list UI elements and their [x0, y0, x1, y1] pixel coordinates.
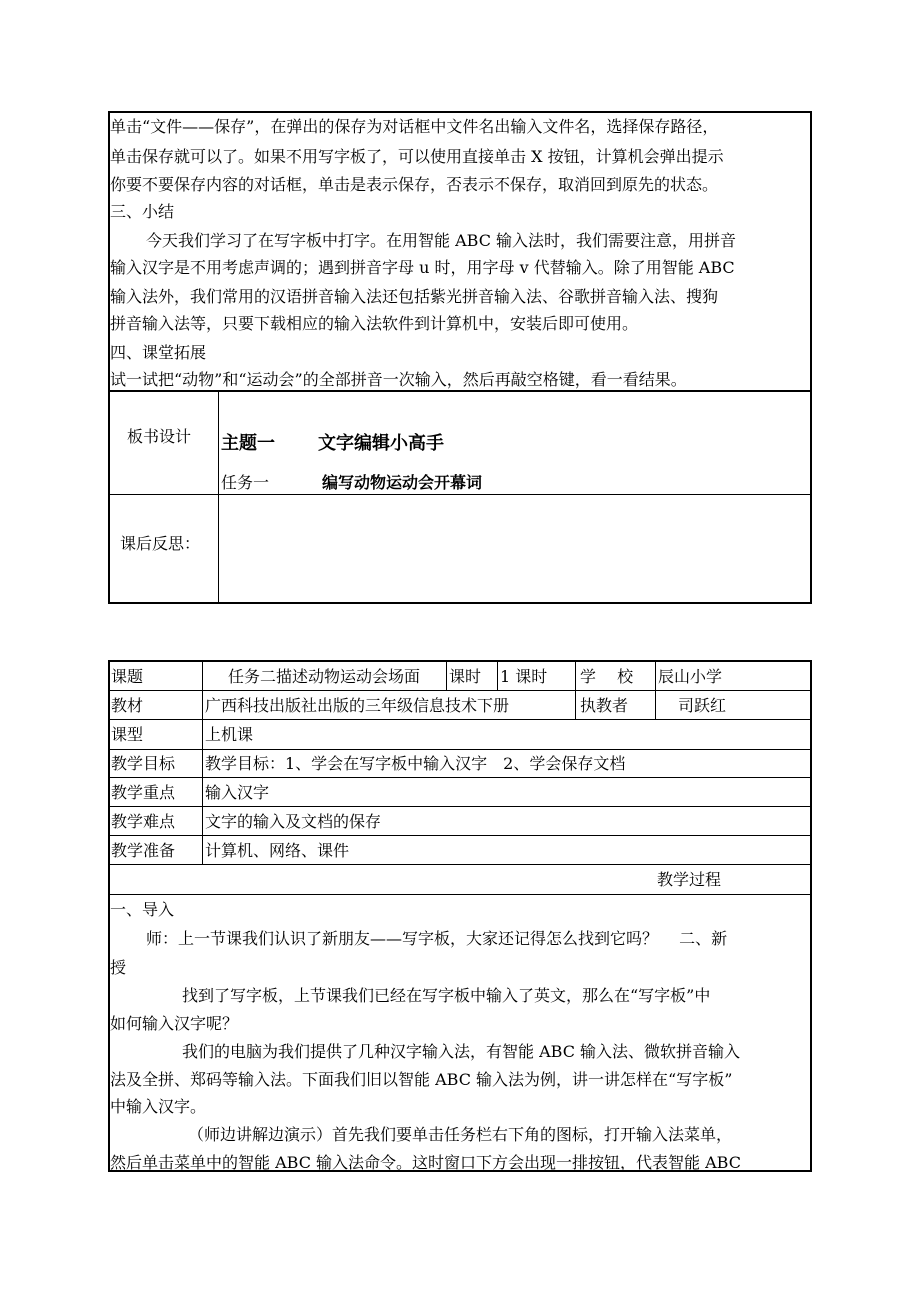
- board-task: 任务一: [221, 473, 270, 492]
- text-line: （师边讲解边演示）首先我们要单击任务栏右下角的图标，打开输入法菜单，: [188, 1125, 733, 1144]
- school-value: 辰山小学: [658, 667, 723, 686]
- table1-divider: [108, 494, 812, 495]
- period-value: 1 课时: [500, 667, 548, 686]
- focus-label: 教学重点: [111, 783, 176, 802]
- table2-row-divider: [108, 777, 812, 778]
- table2-col-divider: [446, 660, 447, 690]
- text-line: 试一试把“动物”和“运动会”的全部拼音一次输入，然后再敲空格键，看一看结果。: [110, 370, 687, 389]
- type-label: 课型: [111, 725, 144, 744]
- table2-row-divider: [108, 894, 812, 895]
- period-label: 课时: [449, 667, 482, 686]
- text-line: 单击保存就可以了。如果不用写字板了，可以使用直接单击 X 按钮，计算机会弹出提示: [110, 147, 724, 166]
- table2-row-divider: [108, 749, 812, 750]
- table2-col-divider: [497, 660, 498, 690]
- table1-bottom-border: [108, 602, 812, 604]
- goal-value: 教学目标：1、学会在写字板中输入汉字 2、学会保存文档: [205, 754, 626, 773]
- table2-row-divider: [108, 864, 812, 865]
- focus-value: 输入汉字: [205, 783, 270, 802]
- table1-top-border: [108, 111, 812, 113]
- text-line: 中输入汉字。: [110, 1097, 207, 1116]
- table2-row-divider: [108, 806, 812, 807]
- table2-row-divider: [108, 690, 812, 691]
- text-line: 你要不要保存内容的对话框，单击是表示保存，否表示不保存，取消回到原先的状态。: [110, 175, 719, 194]
- topic-value: 任务二描述动物运动会场面: [228, 667, 421, 686]
- type-value: 上机课: [205, 725, 254, 744]
- table2-col-divider: [202, 660, 203, 865]
- reflection-label: 课后反思：: [120, 534, 201, 553]
- text-line: 授: [110, 958, 127, 977]
- board-theme: 主题一: [221, 433, 275, 454]
- text-line: 找到了写字板，上节课我们已经在写字板中输入了英文，那么在“写字板”中: [182, 986, 711, 1005]
- teacher-label: 执教者: [580, 696, 629, 715]
- table2-top-border: [108, 660, 812, 662]
- table2-right-border: [810, 660, 812, 1172]
- textbook-value: 广西科技出版社出版的三年级信息技术下册: [205, 696, 510, 715]
- process-label: 教学过程: [657, 870, 722, 889]
- table2-col-divider: [655, 660, 656, 719]
- board-design-label: 板书设计: [127, 427, 192, 446]
- topic-label: 课题: [111, 667, 144, 686]
- textbook-label: 教材: [111, 696, 144, 715]
- difficulty-value: 文字的输入及文档的保存: [205, 812, 382, 831]
- board-theme-title: 文字编辑小高手: [318, 433, 444, 454]
- goal-label: 教学目标: [111, 754, 176, 773]
- section-heading: 一、导入: [110, 900, 175, 919]
- text-line: 拼音输入法等，只要下载相应的输入法软件到计算机中，安装后即可使用。: [110, 314, 639, 333]
- text-line: 今天我们学习了在写字板中打字。在用智能 ABC 输入法时，我们需要注意，用拼音: [146, 231, 737, 250]
- difficulty-label: 教学难点: [111, 812, 176, 831]
- text-line: 输入法外，我们常用的汉语拼音输入法还包括紫光拼音输入法、谷歌拼音输入法、搜狗: [110, 287, 719, 306]
- table2-row-divider: [108, 719, 812, 720]
- teacher-value: 司跃红: [678, 696, 727, 715]
- section-heading: 四、课堂拓展: [110, 343, 207, 362]
- section-heading: 三、小结: [110, 202, 175, 221]
- table1-right-border: [810, 111, 812, 604]
- text-line: 法及全拼、郑码等输入法。下面我们旧以智能 ABC 输入法为例，讲一讲怎样在“写字板”: [110, 1070, 733, 1089]
- school-label: 学 校: [580, 667, 634, 686]
- text-line: 输入汉字是不用考虑声调的；遇到拼音字母 u 时，用字母 v 代替输入。除了用智能 ABC: [110, 258, 735, 277]
- board-task-title: 编写动物运动会开幕词: [322, 473, 483, 492]
- prep-label: 教学准备: [111, 841, 176, 860]
- text-line: 师：上一节课我们认识了新朋友——写字板，大家还记得怎么找到它吗？ 二、新: [146, 929, 728, 948]
- table2-col-divider: [575, 660, 576, 719]
- table2-row-divider: [108, 835, 812, 836]
- text-line: 我们的电脑为我们提供了几种汉字输入法，有智能 ABC 输入法、微软拼音输入: [182, 1042, 741, 1061]
- table1-col-divider: [218, 390, 219, 604]
- text-line: 如何输入汉字呢？: [110, 1014, 239, 1033]
- text-line: 单击“文件——保存”，在弹出的保存为对话框中文件名出输入文件名，选择保存路径，: [110, 117, 719, 136]
- prep-value: 计算机、网络、课件: [205, 841, 350, 860]
- text-line: 然后单击菜单中的智能 ABC 输入法命令。这时窗口下方会出现一排按钮，代表智能 ABC: [110, 1153, 741, 1172]
